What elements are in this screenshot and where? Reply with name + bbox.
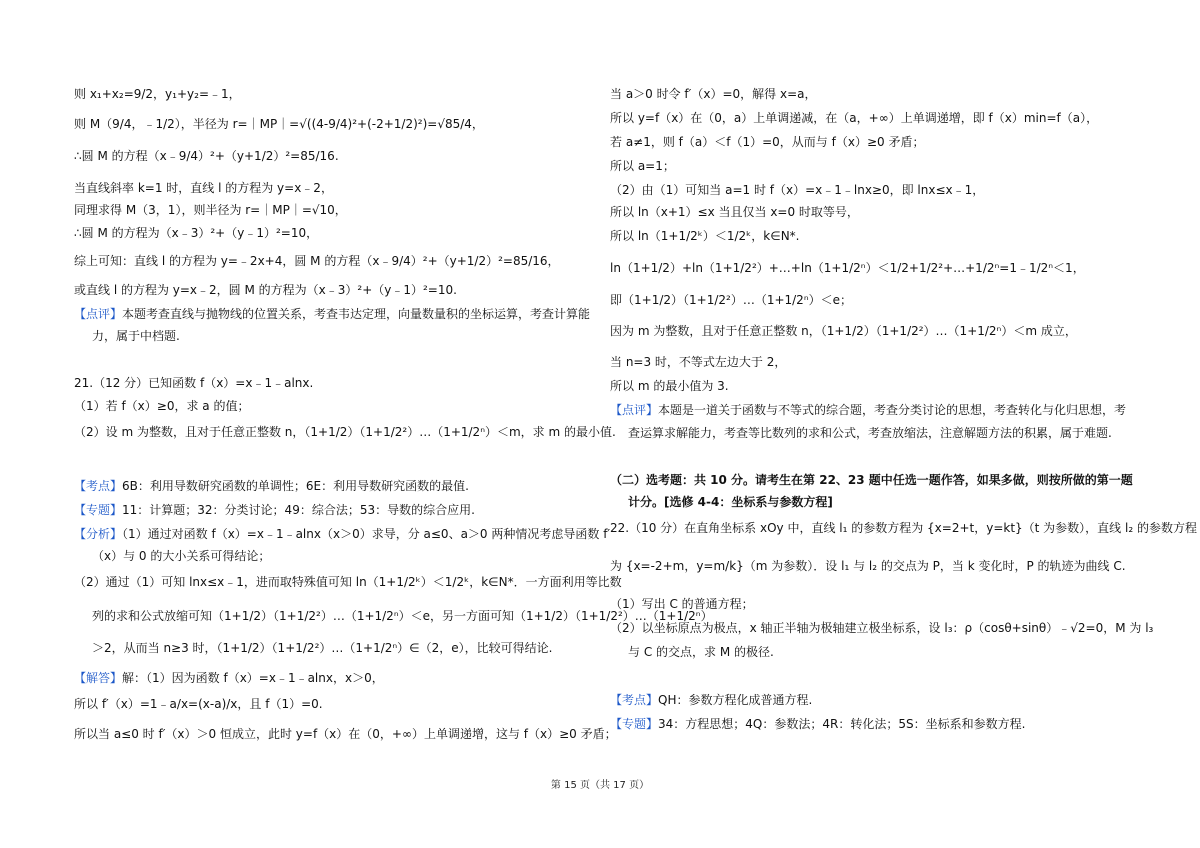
left-line: [92, 328, 180, 344]
left-line: [74, 282, 457, 298]
line-text: ∴圆 M 的方程为（x﹣3）²+（y﹣1）²=10，: [74, 226, 319, 240]
section-tag: 【专题】: [610, 717, 659, 731]
left-line: [74, 424, 616, 440]
right-line: [610, 182, 984, 198]
line-text: 当 a＞0 时令 f′（x）=0，解得 x=a，: [610, 87, 817, 101]
left-line: [74, 670, 384, 686]
line-text: 若 a≠1，则 f（a）＜f（1）=0，从而与 f（x）≥0 矛盾；: [610, 135, 925, 149]
page-footer: 第 15 页（共 17 页）: [550, 780, 650, 791]
line-text: 则 x₁+x₂=9/2，y₁+y₂=﹣1，: [74, 87, 241, 101]
right-line: [610, 402, 1126, 418]
right-line: [610, 260, 1085, 276]
line-text: 列的求和公式放缩可知（1+1/2）（1+1/2²）…（1+1/2ⁿ）＜e，另一方面可知（1+1/2）（1+1/2²）…（1+1/2ⁿ）: [92, 609, 713, 623]
left-line: [92, 640, 552, 656]
line-text: ＞2，从而当 n≥3 时，（1+1/2）（1+1/2²）…（1+1/2ⁿ）∈（2，e），比较可得结论.: [92, 641, 553, 655]
line-text: 则 M（9/4，﹣1/2），半径为 r=｜MP｜=√((4-9/4)²+(-2+1/2)²)=√85/4，: [74, 117, 484, 131]
line-text: 本题是一道关于函数与不等式的综合题，考查分类讨论的思想，考查转化与化归思想，考: [658, 403, 1127, 417]
right-line: [610, 110, 1098, 126]
left-line: [74, 375, 313, 391]
line-text: 当 n=3 时，不等式左边大于 2，: [610, 355, 787, 369]
left-line: [74, 116, 484, 132]
right-line: [610, 620, 1153, 636]
left-line: [74, 478, 469, 494]
line-text: ∴圆 M 的方程（x﹣9/4）²+（y+1/2）²=85/16.: [74, 149, 339, 163]
line-text: 或直线 l 的方程为 y=x﹣2，圆 M 的方程为（x﹣3）²+（y﹣1）²=10.: [74, 283, 457, 297]
line-text: （2）以坐标原点为极点，x 轴正半轴为极轴建立极坐标系，设 l₃：ρ（cosθ+sinθ）﹣√2=0，M 为 l₃: [610, 621, 1154, 635]
line-text: 力，属于中档题.: [92, 329, 180, 343]
right-line: [610, 378, 729, 394]
line-text: QH：参数方程化成普通方程.: [658, 693, 813, 707]
right-line: [628, 425, 1112, 441]
line-text: 因为 m 为整数，且对于任意正整数 n，（1+1/2）（1+1/2²）…（1+1/2ⁿ）＜m 成立，: [610, 324, 1077, 338]
left-line: [74, 180, 333, 196]
line-text: （1）若 f（x）≥0，求 a 的值；: [74, 399, 250, 413]
line-text: 与 C 的交点，求 M 的极径.: [628, 645, 774, 659]
line-text: 6B：利用导数研究函数的单调性；6E：利用导数研究函数的最值.: [122, 479, 469, 493]
section-tag: 【解答】: [74, 671, 123, 685]
line-text: 同理求得 M（3，1），则半径为 r=｜MP｜=√10，: [74, 203, 347, 217]
line-text: （2）设 m 为整数，且对于任意正整数 n，（1+1/2）（1+1/2²）…（1+1/2ⁿ）＜m，求 m 的最小值.: [74, 425, 616, 439]
line-text: 21.（12 分）已知函数 f（x）=x﹣1﹣alnx.: [74, 376, 314, 390]
line-text: 所以 f′（x）=1﹣a/x=(x-a)/x，且 f（1）=0.: [74, 697, 323, 711]
left-line: [74, 225, 318, 241]
line-text: 查运算求解能力，考查等比数列的求和公式，考查放缩法，注意解题方法的积累，属于难题.: [628, 426, 1112, 440]
left-line: [74, 148, 339, 164]
right-line: [610, 520, 1197, 536]
left-line: [92, 548, 270, 564]
section-tag: 【分析】: [74, 527, 123, 541]
left-line: [74, 526, 610, 542]
line-text: 所以 ln（x+1）≤x 当且仅当 x=0 时取等号，: [610, 205, 859, 219]
left-line: [74, 726, 617, 742]
section-tag: 【点评】: [74, 307, 123, 321]
section-tag: 【考点】: [74, 479, 123, 493]
right-line: [610, 228, 799, 244]
right-line: [610, 558, 1126, 574]
right-line: [610, 472, 1133, 488]
line-text: （1）写出 C 的普通方程；: [610, 597, 754, 611]
right-line: [610, 134, 924, 150]
right-line: [610, 354, 786, 370]
line-text: 所以当 a≤0 时 f′（x）＞0 恒成立，此时 y=f（x）在（0，+∞）上单调递增，这与 f（x）≥0 矛盾；: [74, 727, 617, 741]
line-text: 所以 m 的最小值为 3.: [610, 379, 729, 393]
line-text: （二）选考题：共 10 分。请考生在第 22、23 题中任选一题作答，如果多做，则按所做的第一题: [610, 473, 1133, 487]
right-line: [610, 292, 852, 308]
line-text: 计分。[选修 4-4：坐标系与参数方程]: [628, 495, 833, 509]
line-text: 为 {x=-2+m，y=m/k}（m 为参数）．设 l₁ 与 l₂ 的交点为 P，当 k 变化时，P 的轨迹为曲线 C.: [610, 559, 1126, 573]
right-line: [610, 692, 812, 708]
section-tag: 【专题】: [74, 503, 123, 517]
line-text: 综上可知：直线 l 的方程为 y=﹣2x+4，圆 M 的方程（x﹣9/4）²+（y+1/2）²=85/16，: [74, 254, 560, 268]
left-line: [74, 574, 622, 590]
right-line: [610, 158, 675, 174]
line-text: 本题考查直线与抛物线的位置关系，考查韦达定理，向量数量积的坐标运算，考查计算能: [122, 307, 591, 321]
line-text: （2）通过（1）可知 lnx≤x﹣1，进而取特殊值可知 ln（1+1/2ᵏ）＜1/2ᵏ，k∈N*．一方面利用等比数: [74, 575, 622, 589]
right-line: [610, 596, 754, 612]
line-text: 所以 a=1；: [610, 159, 675, 173]
line-text: 22.（10 分）在直角坐标系 xOy 中，直线 l₁ 的参数方程为 {x=2+t，y=kt}（t 为参数），直线 l₂ 的参数方程: [610, 521, 1197, 535]
right-line: [610, 323, 1077, 339]
right-line: [628, 644, 774, 660]
left-line: [74, 253, 560, 269]
line-text: 即（1+1/2）（1+1/2²）…（1+1/2ⁿ）＜e；: [610, 293, 852, 307]
left-line: [74, 306, 590, 322]
left-line: [74, 696, 323, 712]
line-text: 当直线斜率 k=1 时，直线 l 的方程为 y=x﹣2，: [74, 181, 333, 195]
line-text: （x）与 0 的大小关系可得结论；: [92, 549, 271, 563]
right-line: [610, 204, 859, 220]
section-tag: 【考点】: [610, 693, 659, 707]
section-tag: 【点评】: [610, 403, 659, 417]
line-text: 解：（1）因为函数 f（x）=x﹣1﹣alnx，x＞0，: [122, 671, 384, 685]
left-line: [74, 202, 347, 218]
line-text: 34：方程思想；4Q：参数法；4R：转化法；5S：坐标系和参数方程.: [658, 717, 1026, 731]
right-line: [610, 716, 1025, 732]
right-line: [628, 494, 833, 510]
line-text: 所以 ln（1+1/2ᵏ）＜1/2ᵏ，k∈N*.: [610, 229, 800, 243]
right-line: [610, 86, 817, 102]
line-text: 11：计算题；32：分类讨论；49：综合法；53：导数的综合应用.: [122, 503, 475, 517]
left-line: [74, 398, 249, 414]
line-text: 所以 y=f（x）在（0，a）上单调递减，在（a，+∞）上单调递增，即 f（x）min=f（a），: [610, 111, 1099, 125]
line-text: （1）通过对函数 f（x）=x﹣1﹣alnx（x＞0）求导，分 a≤0、a＞0 两种情况考虑导函数 f′: [122, 527, 611, 541]
left-line: [74, 86, 241, 102]
line-text: ln（1+1/2）+ln（1+1/2²）+…+ln（1+1/2ⁿ）＜1/2+1/2²+…+1/2ⁿ=1﹣1/2ⁿ＜1，: [610, 261, 1085, 275]
line-text: （2）由（1）可知当 a=1 时 f（x）=x﹣1﹣lnx≥0，即 lnx≤x﹣1，: [610, 183, 985, 197]
left-line: [74, 502, 475, 518]
